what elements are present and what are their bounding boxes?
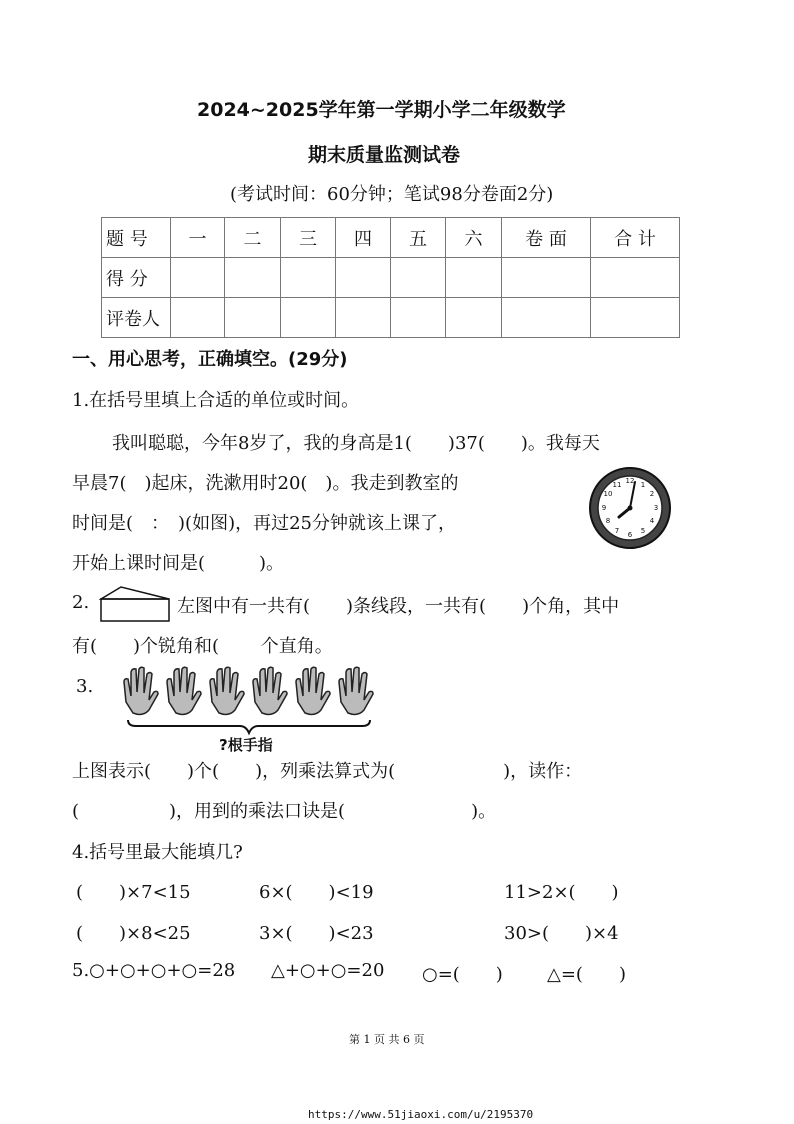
svg-text:7: 7 xyxy=(614,527,620,535)
exam-title-line1: 2024~2025学年第一学期小学二年级数学 xyxy=(197,99,566,121)
q3-number: 3. xyxy=(76,676,94,697)
score-table-header-cell: 三 xyxy=(281,218,336,258)
score-cell[interactable] xyxy=(502,258,591,298)
grader-cell[interactable] xyxy=(225,298,281,338)
hands-icon xyxy=(118,660,380,740)
q5-equation2: △+○+○=20 xyxy=(271,960,385,981)
score-cell[interactable] xyxy=(446,258,502,298)
q1-line2: 早晨7( )起床，洗漱用时20( )。我走到教室的 xyxy=(72,473,459,494)
q4-item: 3×( )<23 xyxy=(259,923,374,944)
q4-item: 11>2×( ) xyxy=(504,882,619,903)
score-cell[interactable] xyxy=(591,258,680,298)
q2-line1: 左图中有一共有( )条线段，一共有( )个角，其中 xyxy=(177,596,620,617)
q4-item: ( )×8<25 xyxy=(76,923,191,944)
q3-line2: ( )，用到的乘法口诀是( )。 xyxy=(72,801,497,822)
score-cell[interactable] xyxy=(336,258,391,298)
q2-number: 2. xyxy=(72,592,90,613)
svg-text:3: 3 xyxy=(653,504,659,512)
clock-icon xyxy=(587,465,673,551)
q4-item: ( )×7<15 xyxy=(76,882,191,903)
svg-text:5: 5 xyxy=(640,527,646,535)
score-cell[interactable] xyxy=(225,258,281,298)
svg-text:4: 4 xyxy=(649,517,655,525)
q2-line2: 有( )个锐角和( 个直角。 xyxy=(72,636,333,657)
q5-answer-triangle: △=( ) xyxy=(547,964,626,985)
grader-cell[interactable] xyxy=(591,298,680,338)
section1-heading: 一、用心思考，正确填空。(29分) xyxy=(72,349,348,370)
svg-text:1: 1 xyxy=(640,481,646,489)
grader-cell[interactable] xyxy=(281,298,336,338)
q5-equation1: 5.○+○+○+○=28 xyxy=(72,960,236,981)
score-table-header-cell: 一 xyxy=(171,218,225,258)
grader-row xyxy=(102,298,680,338)
score-table-header-cell: 五 xyxy=(391,218,446,258)
q5-answer-circle: ○=( ) xyxy=(422,964,503,985)
score-table-header-cell: 卷 面 xyxy=(502,218,591,258)
q3-brace-label: ?根手指 xyxy=(219,736,273,754)
grader-cell[interactable] xyxy=(336,298,391,338)
exam-title-line2: 期末质量监测试卷 xyxy=(308,144,461,166)
q1-line1: 我叫聪聪，今年8岁了，我的身高是1( )37( )。我每天 xyxy=(112,433,600,454)
exam-subtitle: (考试时间：60分钟；笔试98分卷面2分) xyxy=(230,184,554,205)
svg-text:6: 6 xyxy=(627,531,633,539)
q4-label: 4.括号里最大能填几? xyxy=(72,842,243,863)
trapezoid-shape-icon xyxy=(99,585,171,623)
score-row xyxy=(102,258,680,298)
score-table xyxy=(101,217,680,338)
grader-cell[interactable] xyxy=(391,298,446,338)
score-table-header-cell: 二 xyxy=(225,218,281,258)
svg-text:11: 11 xyxy=(612,481,622,489)
page-number: 第 1 页 共 6 页 xyxy=(349,1033,425,1046)
svg-text:9: 9 xyxy=(601,504,607,512)
q4-item: 6×( )<19 xyxy=(259,882,374,903)
score-cell[interactable] xyxy=(171,258,225,298)
grader-cell[interactable] xyxy=(171,298,225,338)
score-cell[interactable] xyxy=(281,258,336,298)
grader-cell[interactable] xyxy=(502,298,591,338)
score-table-header-row xyxy=(102,218,680,258)
svg-text:2: 2 xyxy=(649,490,655,498)
svg-text:8: 8 xyxy=(605,517,611,525)
footer-url[interactable]: https://www.51jiaoxi.com/u/2195370 xyxy=(308,1108,534,1121)
score-table-header-cell: 四 xyxy=(336,218,391,258)
grader-cell[interactable] xyxy=(446,298,502,338)
svg-text:12: 12 xyxy=(625,477,635,485)
svg-text:10: 10 xyxy=(603,490,613,498)
score-cell[interactable] xyxy=(391,258,446,298)
score-table-header-cell: 合 计 xyxy=(591,218,680,258)
grader-row-label: 评卷人 xyxy=(102,298,171,338)
score-row-label: 得 分 xyxy=(102,258,171,298)
q1-label: 1.在括号里填上合适的单位或时间。 xyxy=(72,390,360,411)
q1-line4: 开始上课时间是( )。 xyxy=(72,553,285,574)
q4-item: 30>( )×4 xyxy=(504,923,619,944)
score-table-header-cell: 六 xyxy=(446,218,502,258)
score-table-header-cell: 题 号 xyxy=(102,218,171,258)
q3-line1: 上图表示( )个( )，列乘法算式为( )，读作： xyxy=(72,761,583,782)
q1-line3: 时间是( ： )(如图)，再过25分钟就该上课了， xyxy=(72,513,456,534)
